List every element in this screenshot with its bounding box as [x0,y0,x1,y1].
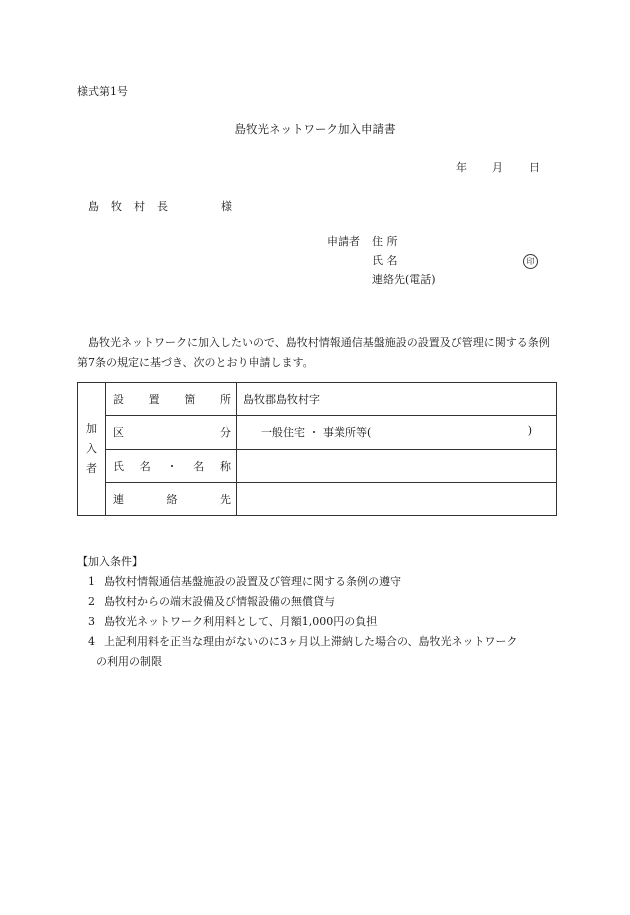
label-name [106,449,237,482]
conditions-heading: 【加入条件】 [77,555,143,568]
side-label-cell [78,383,106,516]
addressee-suffix: 様 [221,200,232,213]
table-row [78,383,557,416]
applicant-info-table [77,382,557,516]
condition-item: 1 島牧村情報通信基盤施設の設置及び管理に関する条例の遵守 [88,575,401,588]
side-label-char: 者 [86,462,97,475]
condition-item: 4 上記利用料を正当な理由がないのに3ヶ月以上滞納した場合の、島牧光ネットワーク [88,635,518,648]
document-title: 島牧光ネットワーク加入申請書 [234,122,396,136]
condition-item-continuation: の利用の制限 [96,655,162,668]
category-options: 一般住宅 ・ 事業所等( [261,426,372,440]
table-row [78,416,557,449]
category-close-paren: ) [527,424,532,438]
date-day-label: 日 [529,161,540,174]
value-installation-location[interactable]: 島牧郡島牧村字 [237,383,557,416]
applicant-address-label: 住 所 [372,235,398,248]
condition-item: 2 島牧村からの端末設備及び情報設備の無償貸与 [88,595,335,608]
date-year-label: 年 [456,161,467,174]
justified-label: 設 置 箇 所 [113,393,231,407]
side-label-char: 加 [86,422,97,435]
value-name[interactable] [237,449,557,482]
table-row [78,449,557,482]
form-number: 様式第1号 [77,85,128,98]
label-contact [106,482,237,515]
value-category[interactable] [237,416,557,449]
applicant-name-label: 氏 名 [372,254,398,267]
date-month-label: 月 [492,161,503,174]
justified-label: 氏 名 ・ 名 称 [113,459,231,473]
seal-mark: 印 [523,254,538,269]
label-installation-location [106,383,237,416]
table-row [78,482,557,515]
applicant-label: 申請者 [327,235,360,248]
applicant-contact-label: 連絡先(電話) [372,273,436,286]
justified-label: 連 絡 先 [113,492,231,506]
condition-item: 3 島牧光ネットワーク利用料として、月額1,000円の負担 [88,615,378,628]
addressee-name: 島牧村長 [88,200,180,213]
application-body-text [77,333,557,373]
side-label-char: 入 [86,442,97,455]
body-paragraph: 島牧光ネットワークに加入したいので、島牧村情報通信基盤施設の設置及び管理に関する条例第7条の規定に基づき、次のとおり申請します。 [77,336,550,369]
label-category [106,416,237,449]
justified-label: 区 分 [113,426,231,440]
value-contact[interactable] [237,482,557,515]
